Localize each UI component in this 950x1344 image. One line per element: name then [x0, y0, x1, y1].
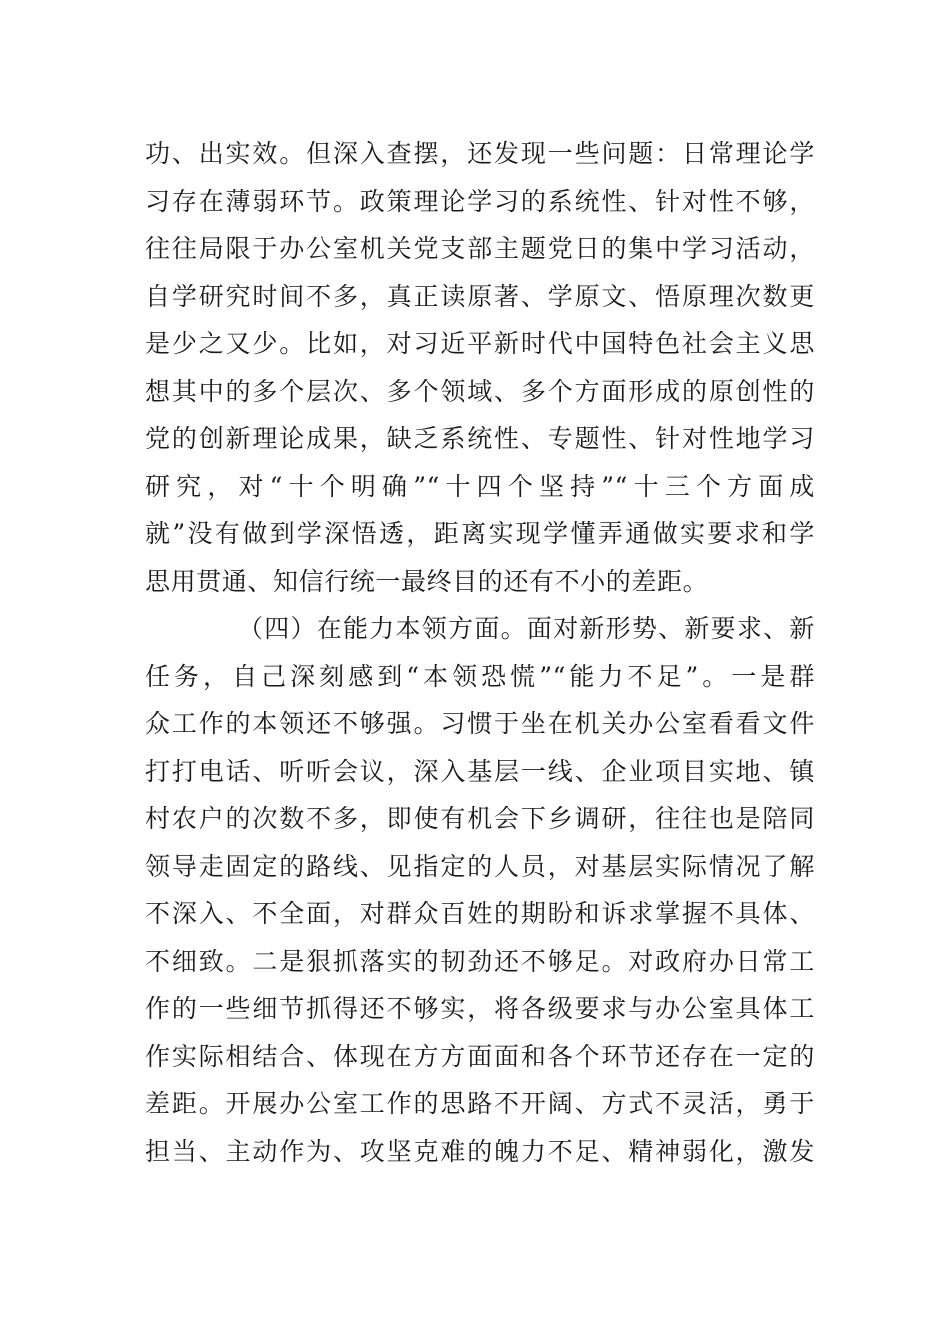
text-line: 功、出实效。但深入查摆，还发现一些问题：日常理论学 [145, 139, 815, 168]
text-line: 往往局限于办公室机关党支部主题党日的集中学习活动， [145, 234, 815, 263]
text-line: 就”没有做到学深悟透，距离实现学懂弄通做实要求和学 [145, 519, 815, 548]
text-line: 差距。开展办公室工作的思路不开阔、方式不灵活，勇于 [145, 1089, 815, 1118]
text-line: 领导走固定的路线、见指定的人员，对基层实际情况了解 [145, 851, 815, 881]
text-line: 担当、主动作为、攻坚克难的魄力不足、精神弱化，激发 [145, 1136, 815, 1166]
text-line-paragraph-end: 思用贯通、知信行统一最终目的还有不小的差距。 [145, 566, 709, 596]
text-line: 任务，自己深刻感到“本领恐慌”“能力不足”。一是群 [145, 661, 815, 691]
text-line: 习存在薄弱环节。政策理论学习的系统性、针对性不够， [145, 186, 815, 216]
text-line: 党的创新理论成果，缺乏系统性、专题性、针对性地学习 [145, 424, 815, 453]
text-line: 作的一些细节抓得还不够实，将各级要求与办公室具体工 [145, 994, 815, 1023]
section-heading-line: （四）在能力本领方面。面对新形势、新要求、新 [238, 614, 815, 643]
text-line: 作实际相结合、体现在方方面面和各个环节还存在一定的 [145, 1041, 815, 1071]
text-line: 不细致。二是狠抓落实的韧劲还不够足。对政府办日常工 [145, 946, 815, 976]
text-line: 想其中的多个层次、多个领域、多个方面形成的原创性的 [145, 376, 815, 406]
text-line: 是少之又少。比如，对习近平新时代中国特色社会主义思 [145, 329, 815, 358]
text-line: 打打电话、听听会议，深入基层一线、企业项目实地、镇 [145, 756, 815, 786]
text-line: 不深入、不全面，对群众百姓的期盼和诉求掌握不具体、 [145, 899, 815, 928]
text-line: 村农户的次数不多，即使有机会下乡调研，往往也是陪同 [145, 804, 815, 833]
text-line: 自学研究时间不多，真正读原著、学原文、悟原理次数更 [145, 281, 815, 311]
text-line: 众工作的本领还不够强。习惯于坐在机关办公室看看文件 [145, 709, 815, 738]
body-text [145, 130, 815, 1175]
text-line: 研究，对“十个明确”“十四个坚持”“十三个方面成 [145, 471, 815, 501]
